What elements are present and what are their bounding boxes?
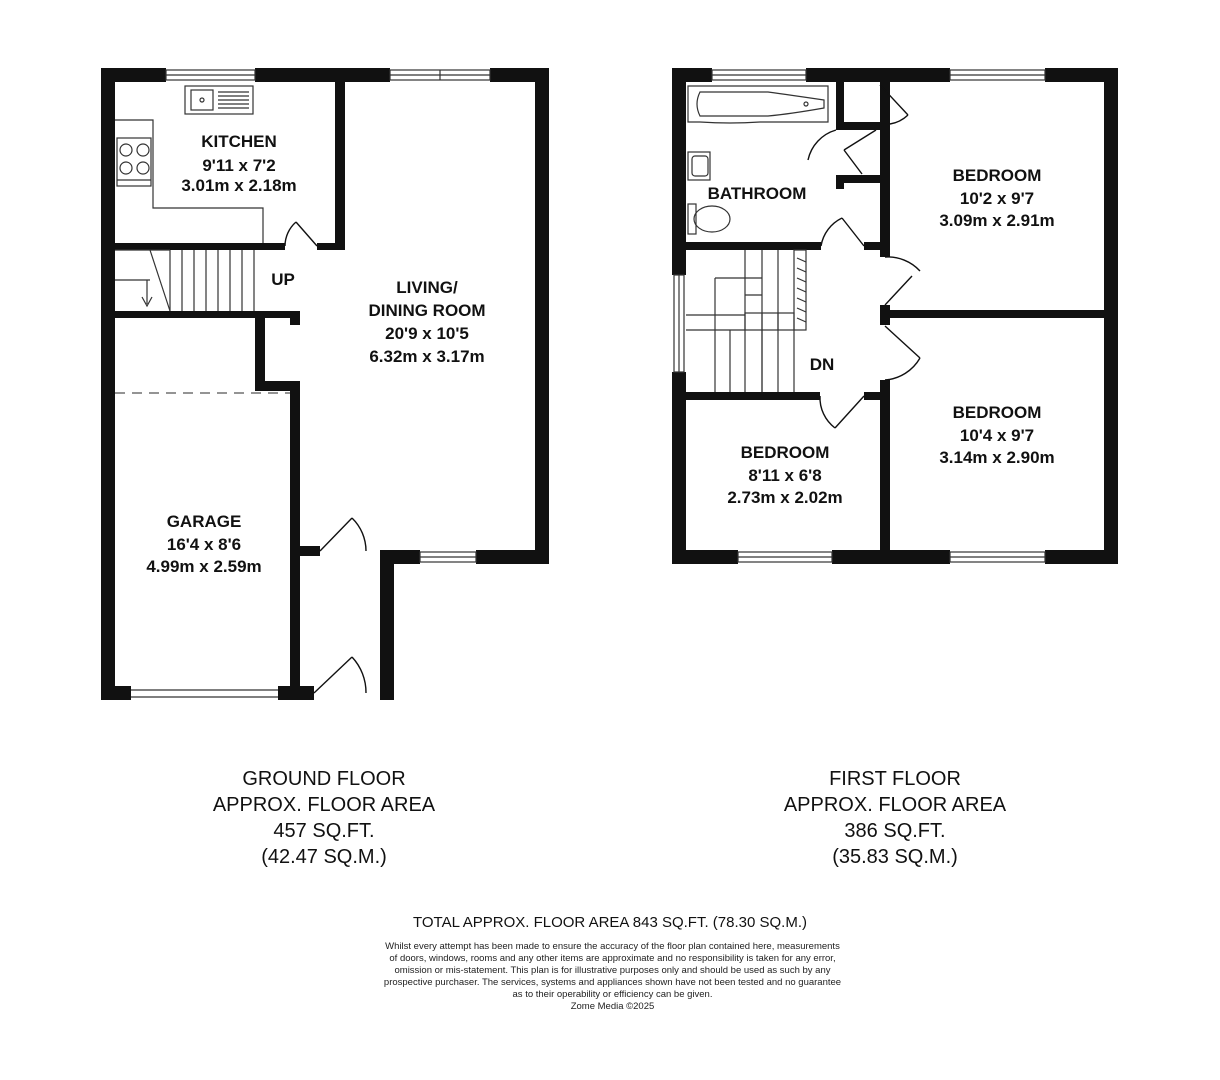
ground-floor-stairs xyxy=(115,250,254,311)
bedroom-2-metric: 3.14m x 2.90m xyxy=(939,448,1055,467)
living-imperial: 20'9 x 10'5 xyxy=(385,324,469,343)
ground-floor-plan xyxy=(101,68,549,700)
first-floor-area-sqft: 386 SQ.FT. xyxy=(844,820,946,842)
ground-floor-title: GROUND FLOOR xyxy=(242,768,406,790)
garage-metric: 4.99m x 2.59m xyxy=(146,557,262,576)
bathroom-name: BATHROOM xyxy=(707,184,807,203)
first-floor-caption xyxy=(745,766,1045,870)
living-metric: 6.32m x 3.17m xyxy=(369,347,485,366)
disclaimer-line: omission or mis-statement. This plan is for illustrative purposes only and should be used as such by any xyxy=(394,965,831,976)
ground-floor-area-sqft: 457 SQ.FT. xyxy=(273,820,375,842)
first-floor-area-sqm: (35.83 SQ.M.) xyxy=(832,846,958,868)
ground-floor-outer-walls xyxy=(101,68,549,700)
disclaimer-line: as to their operability or efficiency can be given. xyxy=(512,989,713,1000)
bathroom-fixtures xyxy=(688,86,828,234)
living-name-line2: DINING ROOM xyxy=(368,301,486,320)
garage-imperial: 16'4 x 8'6 xyxy=(166,535,242,554)
bedroom-3-metric: 2.73m x 2.02m xyxy=(727,488,843,507)
first-floor-area-label: APPROX. FLOOR AREA xyxy=(783,794,1007,816)
copyright: Zome Media ©2025 xyxy=(570,1001,655,1012)
bedroom-1-imperial: 10'2 x 9'7 xyxy=(959,189,1035,208)
bedroom-3-name: BEDROOM xyxy=(740,443,830,462)
first-floor-stairs xyxy=(686,250,806,392)
disclaimer-line: of doors, windows, rooms and any other items are approximate and no responsibility is taken for any error, xyxy=(389,953,836,964)
disclaimer xyxy=(340,941,885,1013)
kitchen-imperial: 9'11 x 7'2 xyxy=(202,156,276,175)
bedroom-3-imperial: 8'11 x 6'8 xyxy=(748,466,822,485)
living-name-line1: LIVING/ xyxy=(396,278,458,297)
bedroom-2-name: BEDROOM xyxy=(952,403,1042,422)
bedroom-2-imperial: 10'4 x 9'7 xyxy=(959,426,1035,445)
first-floor-title: FIRST FLOOR xyxy=(829,768,961,790)
stairs-up-label: UP xyxy=(271,270,295,289)
kitchen-name: KITCHEN xyxy=(201,132,277,151)
ground-floor-area-label: APPROX. FLOOR AREA xyxy=(212,794,436,816)
disclaimer-line: Whilst every attempt has been made to ensure the accuracy of the floor plan contained here, measurements xyxy=(385,941,840,952)
bedroom-1-metric: 3.09m x 2.91m xyxy=(939,211,1055,230)
ground-floor-windows xyxy=(131,70,490,697)
garage-name: GARAGE xyxy=(166,512,242,531)
bedroom-1-name: BEDROOM xyxy=(952,166,1042,185)
first-floor-doors xyxy=(808,85,920,428)
first-floor-plan xyxy=(672,68,1118,564)
stairs-down-label: DN xyxy=(809,355,835,374)
disclaimer-line: prospective purchaser. The services, systems and appliances shown have not been tested and no guarantee xyxy=(383,977,842,988)
ground-floor-area-sqm: (42.47 SQ.M.) xyxy=(261,846,387,868)
total-floor-area: TOTAL APPROX. FLOOR AREA 843 SQ.FT. (78.30 SQ.M.) xyxy=(412,914,808,931)
ground-floor-caption xyxy=(174,766,474,870)
kitchen-metric: 3.01m x 2.18m xyxy=(181,176,297,195)
